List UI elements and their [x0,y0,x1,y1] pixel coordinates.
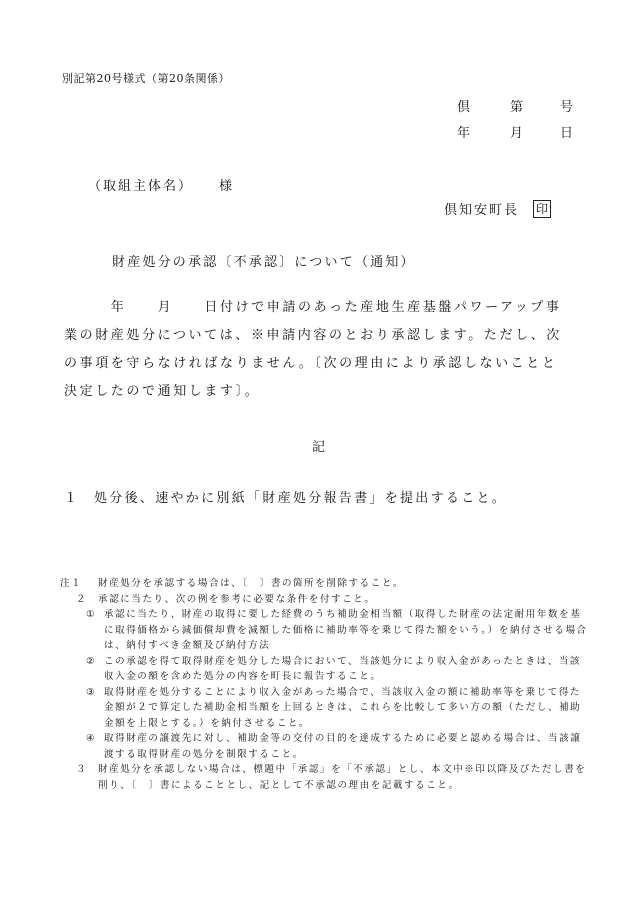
condition-item-1 [64,487,507,506]
note-2-example-4 [60,731,588,762]
reference-number [448,96,574,115]
note-mark: ２ [76,593,88,605]
note-mark: ３ [76,764,88,775]
issue-date [448,122,574,141]
note-2-example-1 [60,607,588,654]
date-day: 日 [560,126,574,141]
form-label: 別記第20号様式（第20条関係） [62,72,230,85]
note-mark: ③ [86,686,97,698]
body-line: 年 月 日付けで申請のあった産地生産基盤パワーアップ事 [64,300,562,315]
item-text: 処分後、速やかに別紙「財産処分報告書」を提出すること。 [94,491,508,506]
body-line: 決定したので通知します〕。 [64,384,261,399]
notes-section [60,576,588,793]
note-2-example-2 [60,654,588,685]
recipient [88,175,234,194]
sender-name: 倶知安町長 [444,203,520,218]
note-mark: 注１ [60,578,83,589]
note-mark: ② [86,655,97,667]
seal-box: 印 [533,200,551,218]
note-text: 財産処分を承認しない場合は、標題中「承認」を「不承認」とし、本文中※印以降及びただし書を削り、〔 〕書によることとし、記として不承認の理由を記載すること。 [98,764,587,791]
note-text: 取得財産の譲渡先に対し、補助金等の交付の目的を達成するために必要と認める場合は、当該譲渡する取得財産の処分を制限すること。 [104,733,582,760]
note-text: 承認に当たり、次の例を参考に必要な条件を付すこと。 [98,593,376,605]
note-3 [60,762,588,793]
body-line: 業の財産処分については、※申請内容のとおり承認します。ただし、次 [64,328,562,343]
note-text: 財産処分を承認する場合は、〔 〕書の箇所を削除すること。 [98,578,405,589]
note-text: 承認に当たり、財産の取得に要した経費のうち補助金相当額（取得した財産の法定耐用年数を基に取得価格から減価償却費を減額した価格に補助率等を乗じて得た額をいう。）を納付させる場合は、納付すべき金額及び納付方法 [104,609,588,651]
body-line: の事項を守らなければなりません。〔次の理由により承認しないことと [64,356,558,371]
reference-prefix: 倶 [456,100,470,115]
body-text [64,294,584,406]
reference-suffix: 号 [560,100,574,115]
note-mark: ④ [86,733,97,744]
note-mark: ① [86,609,97,620]
item-number: １ [64,491,80,506]
reference-middle: 第 [510,100,524,115]
note-1 [60,576,588,592]
note-text: 取得財産を処分することにより収入金があった場合で、当該収入金の額に補助率等を乗じて得た金額が２で算定した補助金相当額を上回るときは、これらを比較して多い方の額（ただし、補助金額を上限とする。）を納付させること。 [104,686,582,729]
note-2-example-3 [60,685,588,732]
recipient-name: （取組主体名） [88,179,194,194]
note-2 [60,592,588,608]
recipient-honorific: 様 [219,179,235,194]
date-year: 年 [456,126,470,141]
date-month: 月 [510,126,524,141]
ki-heading: 記 [312,440,326,455]
document-title: 財産処分の承認〔不承認〕について（通知） [112,255,416,270]
note-text: この承認を得て取得財産を処分した場合において、当該処分により収入金があったときは、当該収入金の額を含めた処分の内容を町長に報告すること。 [104,655,582,682]
sender [444,199,551,218]
